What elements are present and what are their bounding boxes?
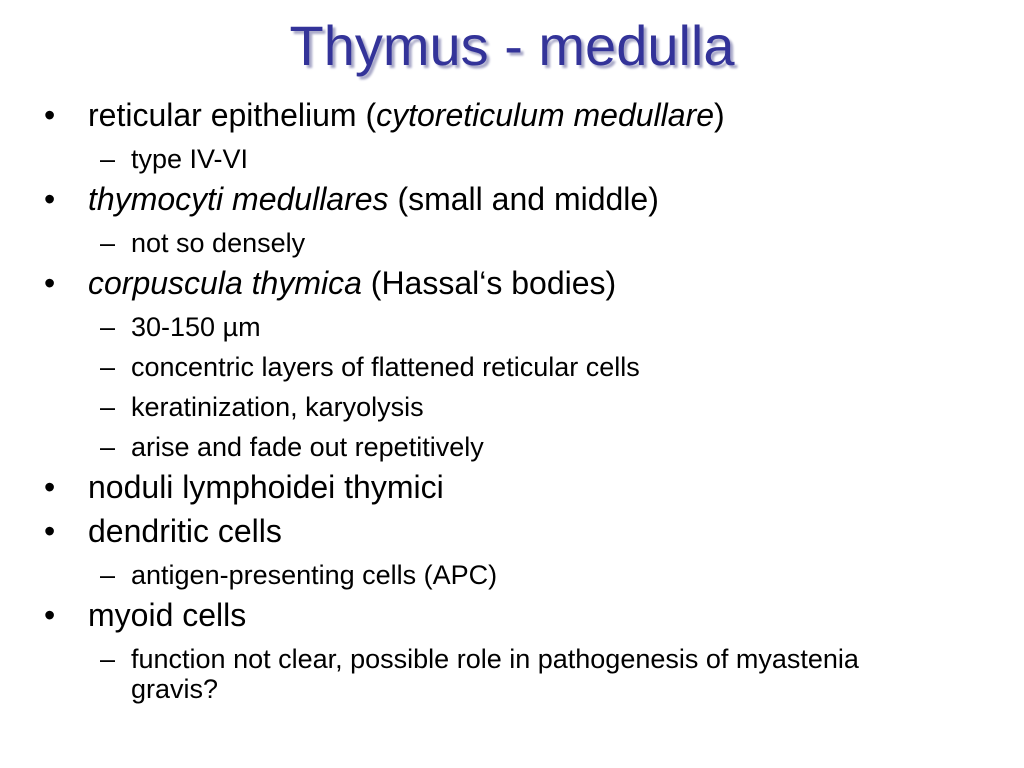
bullet-text: ) [714,97,725,133]
sub-bullet-item [100,144,1002,174]
bullet-item-myoid-cells [42,596,1002,634]
bullet-item-corpuscula-thymica [42,264,1002,302]
bullet-text: (small and middle) [388,181,659,217]
sub-bullet-text: antigen-presenting cells (APC) [131,560,498,590]
sub-bullet-item [100,392,1002,422]
slide-title: Thymus - medulla [289,14,735,77]
dash-icon: – [100,144,116,174]
sub-bullet-item [100,432,1002,462]
bullet-icon: • [44,265,56,301]
bullet-icon: • [44,97,56,133]
sub-bullet-text: function not clear, possible role in pathogenesis of myastenia gravis? [131,644,859,704]
bullet-text: myoid cells [88,597,247,633]
dash-icon: – [100,228,116,258]
sub-bullet-text: keratinization, karyolysis [131,392,424,422]
bullet-text: noduli lymphoidei thymici [88,469,444,505]
dash-icon: – [100,352,116,382]
sub-bullet-item [100,352,1002,382]
bullet-item-reticular-epithelium [42,96,1002,134]
bullet-list [42,96,1002,704]
bullet-item-noduli [42,468,1002,506]
sub-bullet-text: arise and fade out repetitively [131,432,484,462]
sub-bullet-text: concentric layers of flattened reticular cells [131,352,640,382]
bullet-item-thymocyti-medullares [42,180,1002,218]
sub-bullet-item [100,312,1002,342]
dash-icon: – [100,560,116,590]
sub-bullet-item [100,560,1002,590]
bullet-text-italic: thymocyti medullares [88,181,389,217]
dash-icon: – [100,312,116,342]
bullet-text-italic: cytoreticulum medullare [376,97,715,133]
bullet-text: (Hassal‘s bodies) [361,265,617,301]
dash-icon: – [100,392,116,422]
sub-bullet-text: not so densely [131,228,306,258]
sub-bullet-item [100,228,1002,258]
bullet-icon: • [44,469,56,505]
bullet-icon: • [44,181,56,217]
sub-bullet-text: type IV-VI [131,144,249,174]
bullet-item-dendritic-cells [42,512,1002,550]
sub-bullet-text: 30-150 µm [131,312,261,342]
bullet-text: dendritic cells [88,513,282,549]
bullet-icon: • [44,513,56,549]
sub-bullet-item [100,644,931,704]
bullet-text: reticular epithelium ( [88,97,377,133]
bullet-text-italic: corpuscula thymica [88,265,362,301]
dash-icon: – [100,644,116,674]
bullet-icon: • [44,597,56,633]
dash-icon: – [100,432,116,462]
